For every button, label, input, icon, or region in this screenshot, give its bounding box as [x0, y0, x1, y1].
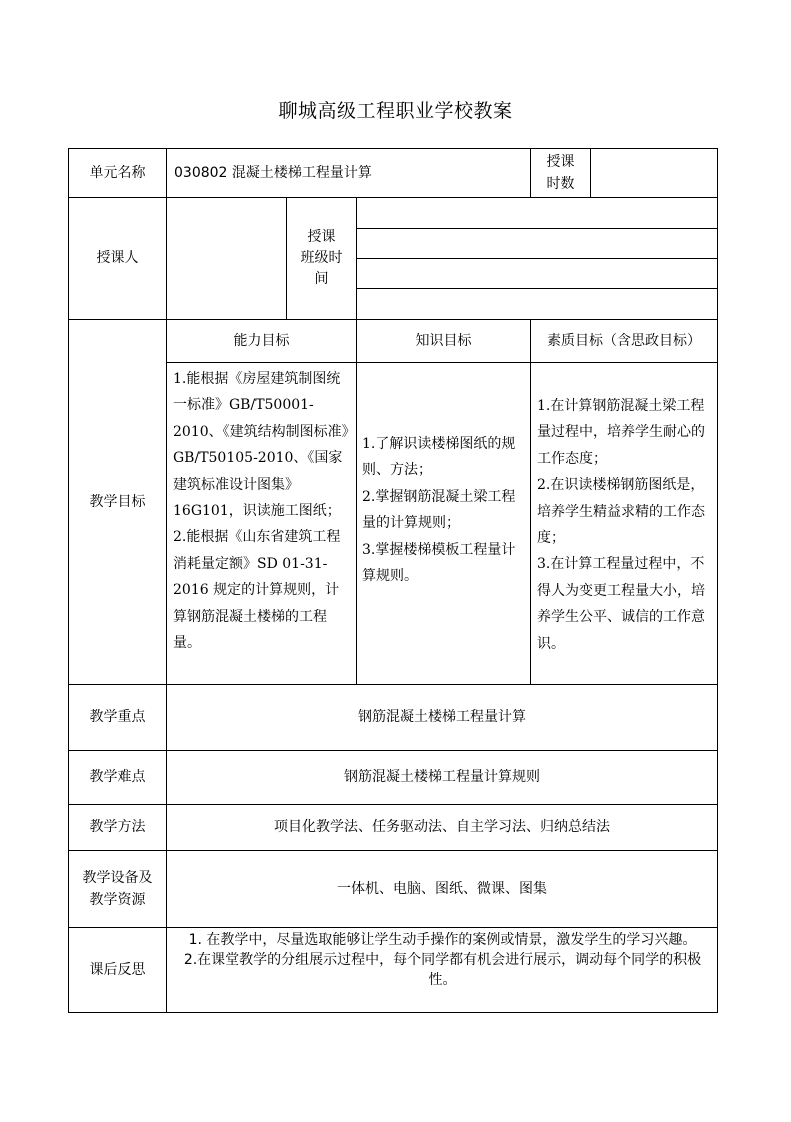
- reflection-item: 1. 在教学中，尽量选取能够让学生动手操作的案例或情景，激发学生的学习兴趣。: [188, 932, 697, 948]
- quality-goals-text: [537, 393, 713, 657]
- knowledge-goal-header: 知识目标: [415, 332, 472, 349]
- teacher-label: 授课人: [96, 250, 139, 266]
- ability-goal-item: 2.能根据《山东省建筑工程消耗量定额》SD 01-31-2016 规定的计算规则，计算钢筋混凝土楼梯的工程量。: [173, 529, 341, 652]
- reflection-item: 2.在课堂教学的分组展示过程中，每个同学都有机会进行展示，调动每个同学的积极性。: [183, 952, 702, 988]
- class-time-slot: [357, 289, 717, 319]
- teaching-hours-value: [591, 149, 717, 197]
- knowledge-goal-item: 1.了解识读楼梯图纸的规则、方法；: [362, 436, 516, 479]
- quality-goal-item: 2.在识读楼梯钢筋图纸是，培养学生精益求精的工作态度；: [537, 477, 705, 547]
- key-points-value: 钢筋混凝土楼梯工程量计算: [358, 709, 526, 725]
- equipment-value: 一体机、电脑、图纸、微课、图集: [337, 880, 547, 897]
- teaching-goals-label: 教学目标: [89, 493, 146, 510]
- ability-goal-item: 1.能根据《房屋建筑制图统一标准》GB/T50001-2010、《建筑结构制图标准》GB/T50105-2010、《国家建筑标准设计图集》16G101，识读施工图纸；: [173, 371, 349, 520]
- quality-goal-item: 1.在计算钢筋混凝土梁工程量过程中，培养学生耐心的工作态度；: [537, 398, 705, 467]
- class-time-slot: [357, 198, 717, 228]
- methods-label: 教学方法: [89, 819, 146, 835]
- key-points-label: 教学重点: [89, 709, 146, 725]
- class-time-slot: [357, 229, 717, 258]
- reflection-text: [172, 930, 713, 990]
- equipment-label: 教学设备及 教学资源: [82, 870, 153, 908]
- ability-goals-text: [173, 366, 353, 656]
- knowledge-goal-item: 2.掌握钢筋混凝土梁工程量的计算规则；: [362, 488, 516, 532]
- knowledge-goal-item: 3.掌握楼梯模板工程量计算规则。: [362, 541, 516, 585]
- unit-name-value: 030802 混凝土楼梯工程量计算: [174, 164, 372, 181]
- class-time-label: 授课 班级时 间: [300, 229, 343, 287]
- quality-goal-item: 3.在计算工程量过程中，不得人为变更工程量大小，培养学生公平、诚信的工作意识。: [537, 556, 705, 652]
- reflection-label: 课后反思: [89, 961, 146, 978]
- teaching-hours-label: 授课 时数: [546, 154, 575, 192]
- class-time-slot: [357, 259, 717, 288]
- methods-value: 项目化教学法、任务驱动法、自主学习法、归纳总结法: [274, 819, 610, 835]
- ability-goal-header: 能力目标: [233, 332, 290, 349]
- knowledge-goals-text: [362, 431, 527, 589]
- quality-goal-header: 素质目标（含思政目标）: [547, 332, 701, 349]
- teacher-value: [167, 198, 286, 319]
- unit-name-label: 单元名称: [89, 164, 146, 181]
- difficulties-value: 钢筋混凝土楼梯工程量计算规则: [344, 769, 540, 785]
- document-title: 聊城高级工程职业学校教案: [278, 100, 513, 122]
- difficulties-label: 教学难点: [89, 769, 146, 785]
